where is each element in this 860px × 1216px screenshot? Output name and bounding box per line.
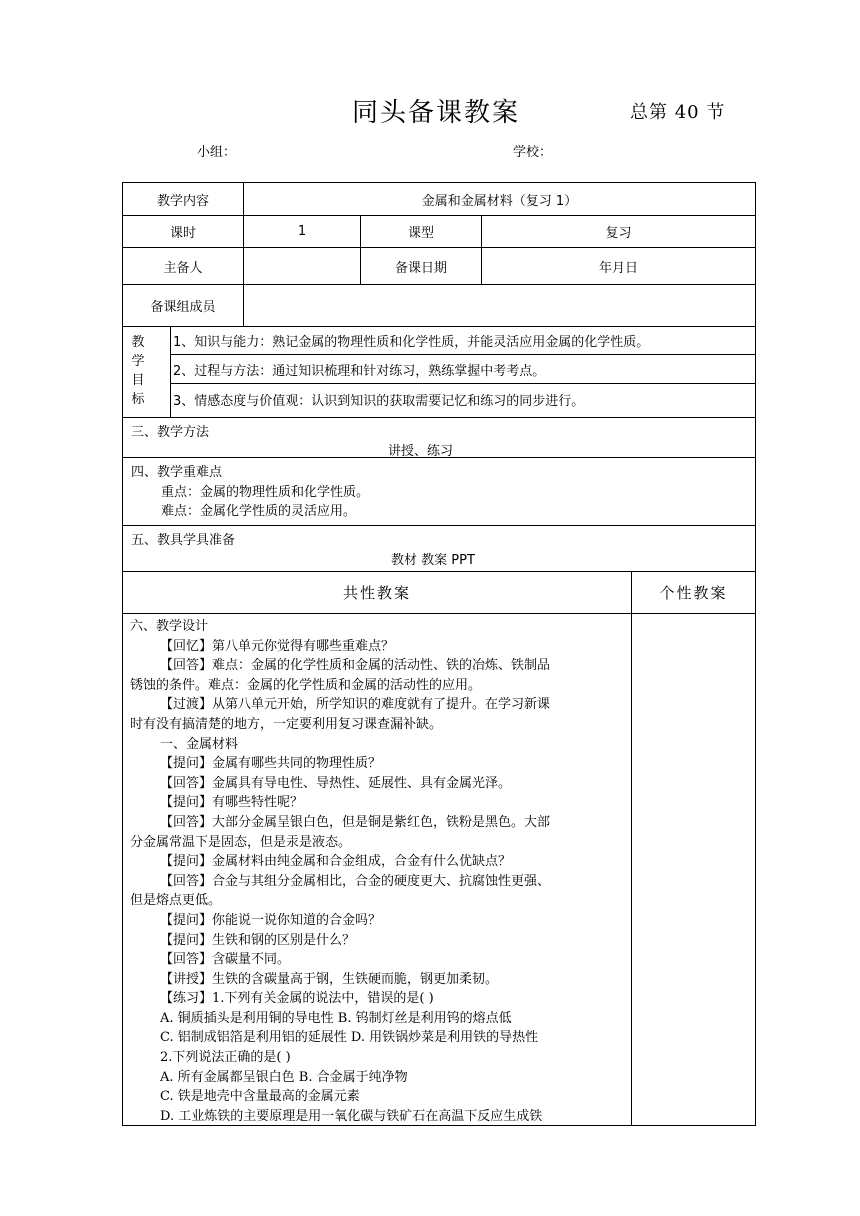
design-line: D. 工业炼铁的主要原理是用一氧化碳与铁矿石在高温下反应生成铁	[160, 1108, 543, 1124]
common-plan-header: 共性教案	[342, 584, 411, 602]
design-line: A. 铜质插头是利用铜的导电性 B. 钨制灯丝是利用钨的熔点低	[160, 1010, 512, 1026]
design-line: 【提问】你能说一说你知道的合金吗？	[160, 912, 382, 928]
date-value: 年月日	[598, 260, 638, 276]
goals-label: 教 学 目 标	[131, 335, 145, 407]
members-value	[244, 285, 755, 326]
design-line: 但是熔点更低。	[130, 893, 222, 909]
content-value: 金属和金属材料（复习 1）	[421, 193, 578, 209]
key-point-focus: 重点：金属的物理性质和化学性质。	[161, 485, 370, 500]
members-label: 备课组成员	[150, 300, 216, 315]
tools-heading: 五、教具学具准备	[131, 533, 236, 548]
period-label: 课时	[169, 226, 196, 241]
key-point-difficulty: 难点：金属化学性质的灵活应用。	[161, 504, 357, 519]
methods-value: 讲授、练习	[388, 444, 454, 459]
goal-item: 1、知识与能力：熟记金属的物理性质和化学性质，并能灵活应用金属的化学性质。	[173, 335, 650, 350]
design-line: A. 所有金属都呈银白色 B. 合金属于纯净物	[160, 1069, 408, 1085]
methods-heading: 三、教学方法	[131, 425, 210, 440]
lesson-number: 总第 40 节	[630, 102, 726, 123]
key-points-heading: 四、教学重难点	[131, 465, 223, 480]
design-line: 一、金属材料	[160, 736, 239, 752]
design-line: 【回答】含碳量不同。	[160, 952, 291, 968]
design-line: 【回忆】第八单元你觉得有哪些重难点？	[160, 638, 395, 654]
design-heading: 六、教学设计	[130, 619, 209, 634]
tools-value: 教材 教案 PPT	[391, 553, 475, 568]
period-value: 1	[297, 224, 307, 239]
page-title: 同头备课教案	[352, 98, 521, 128]
content-label: 教学内容	[156, 193, 209, 209]
design-line: 【讲授】生铁的含碳量高于钢，生铁硬而脆，钢更加柔韧。	[160, 971, 499, 987]
teaching-design	[130, 617, 628, 1126]
design-line: 【回答】合金与其组分金属相比，合金的硬度更大、抗腐蚀性更强、	[160, 873, 551, 889]
design-line: 【提问】有哪些特性呢？	[160, 795, 304, 811]
group-label: 小组：	[197, 145, 237, 160]
design-line: C. 铝制成铝箔是利用铝的延展性 D. 用铁锅炒菜是利用铁的导热性	[160, 1030, 539, 1046]
type-label: 课型	[407, 226, 434, 241]
school-label: 学校：	[513, 145, 553, 160]
design-line: 【提问】金属有哪些共同的物理性质？	[160, 756, 382, 772]
design-line: 【提问】生铁和钢的区别是什么？	[160, 932, 356, 948]
preparer-value	[244, 248, 360, 284]
preparer-label: 主备人	[163, 260, 203, 276]
goal-item: 3、情感态度与价值观：认识到知识的获取需要记忆和练习的同步进行。	[173, 394, 585, 409]
design-line: 【回答】难点：金属的化学性质和金属的活动性、铁的冶炼、铁制品	[160, 658, 551, 674]
type-value: 复习	[605, 226, 632, 241]
design-line: 分金属常温下是固态，但是汞是液态。	[130, 834, 352, 850]
design-line: 锈蚀的条件。难点：金属的化学性质和金属的活动性的应用。	[130, 677, 482, 693]
design-line: 时有没有搞清楚的地方，一定要利用复习课查漏补缺。	[130, 716, 443, 732]
personal-plan-header: 个性教案	[659, 584, 728, 602]
design-line: 【回答】大部分金属呈银白色，但是铜是紫红色，铁粉是黑色。大部	[160, 814, 551, 830]
goal-item: 2、过程与方法：通过知识梳理和针对练习，熟练掌握中考考点。	[173, 364, 546, 379]
design-line: 2.下列说法正确的是( )	[160, 1050, 291, 1066]
design-line: 【提问】金属材料由纯金属和合金组成，合金有什么优缺点？	[160, 854, 512, 870]
design-line: C. 铁是地壳中含量最高的金属元素	[160, 1089, 360, 1105]
design-line: 【回答】金属具有导电性、导热性、延展性、具有金属光泽。	[160, 775, 512, 791]
design-line: 【练习】1.下列有关金属的说法中，错误的是( )	[160, 991, 434, 1007]
design-line: 【过渡】从第八单元开始，所学知识的难度就有了提升。在学习新课	[160, 697, 551, 713]
date-label: 备课日期	[394, 260, 447, 276]
